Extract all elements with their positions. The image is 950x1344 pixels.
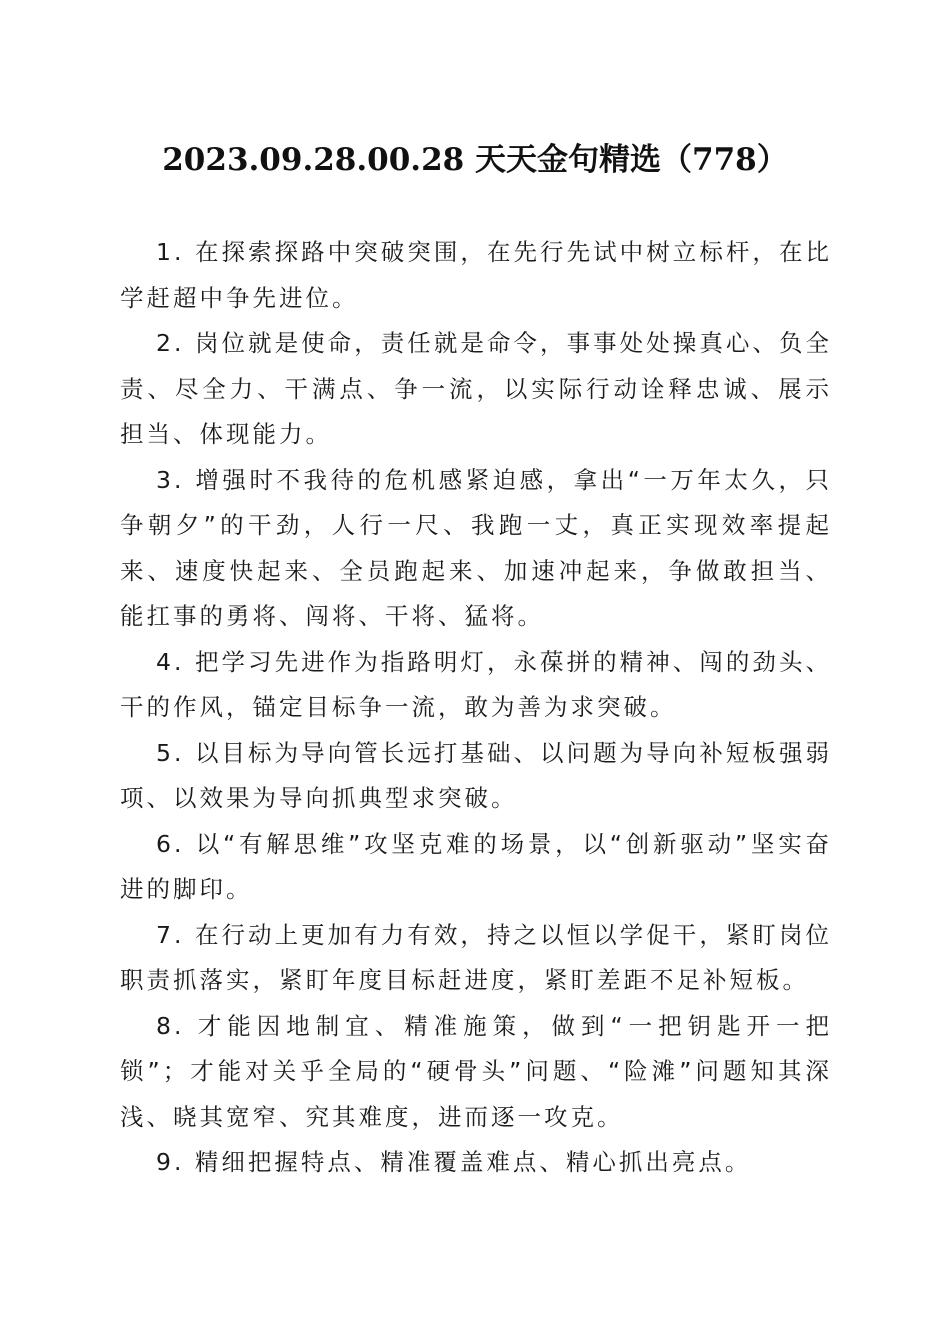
- list-item-6: 6. 以“有解思维”攻坚克难的场景，以“创新驱动”坚实奋进的脚印。: [120, 829, 832, 903]
- page-title: 2023.09.28.00.28 天天金句精选（778）: [162, 142, 788, 178]
- list-item-1: 1. 在探索探路中突破突围，在先行先试中树立标杆，在比学赶超中争先进位。: [120, 238, 832, 312]
- list-item-9: 9. 精细把握特点、精准覆盖难点、精心抓出亮点。: [156, 1148, 752, 1176]
- list-item-8: 8. 才能因地制宜、精准施策，做到“一把钥匙开一把锁”；才能对关乎全局的“硬骨头”问题、“险滩”问题知其深浅、晓其宽窄、究其难度，进而逐一攻克。: [120, 1011, 832, 1131]
- document-body: [120, 230, 832, 1186]
- list-item-7: 7. 在行动上更加有力有效，持之以恒以学促干，紧盯岗位职责抓落实，紧盯年度目标赶进度，紧盯差距不足补短板。: [120, 920, 832, 994]
- list-item-4: 4. 把学习先进作为指路明灯，永葆拼的精神、闯的劲头、干的作风，锚定目标争一流，敢为善为求突破。: [120, 647, 832, 721]
- list-item-5: 5. 以目标为导向管长远打基础、以问题为导向补短板强弱项、以效果为导向抓典型求突破。: [120, 738, 832, 812]
- list-item-2: 2. 岗位就是使命，责任就是命令，事事处处操真心、负全责、尽全力、干满点、争一流，以实际行动诠释忠诚、展示担当、体现能力。: [120, 329, 832, 448]
- list-item-3: 3. 增强时不我待的危机感紧迫感，拿出“一万年太久，只争朝夕”的干劲，人行一尺、我跑一丈，真正实现效率提起来、速度快起来、全员跑起来、加速冲起来，争做敢担当、能扛事的勇将、闯将、干将、猛将。: [120, 465, 832, 630]
